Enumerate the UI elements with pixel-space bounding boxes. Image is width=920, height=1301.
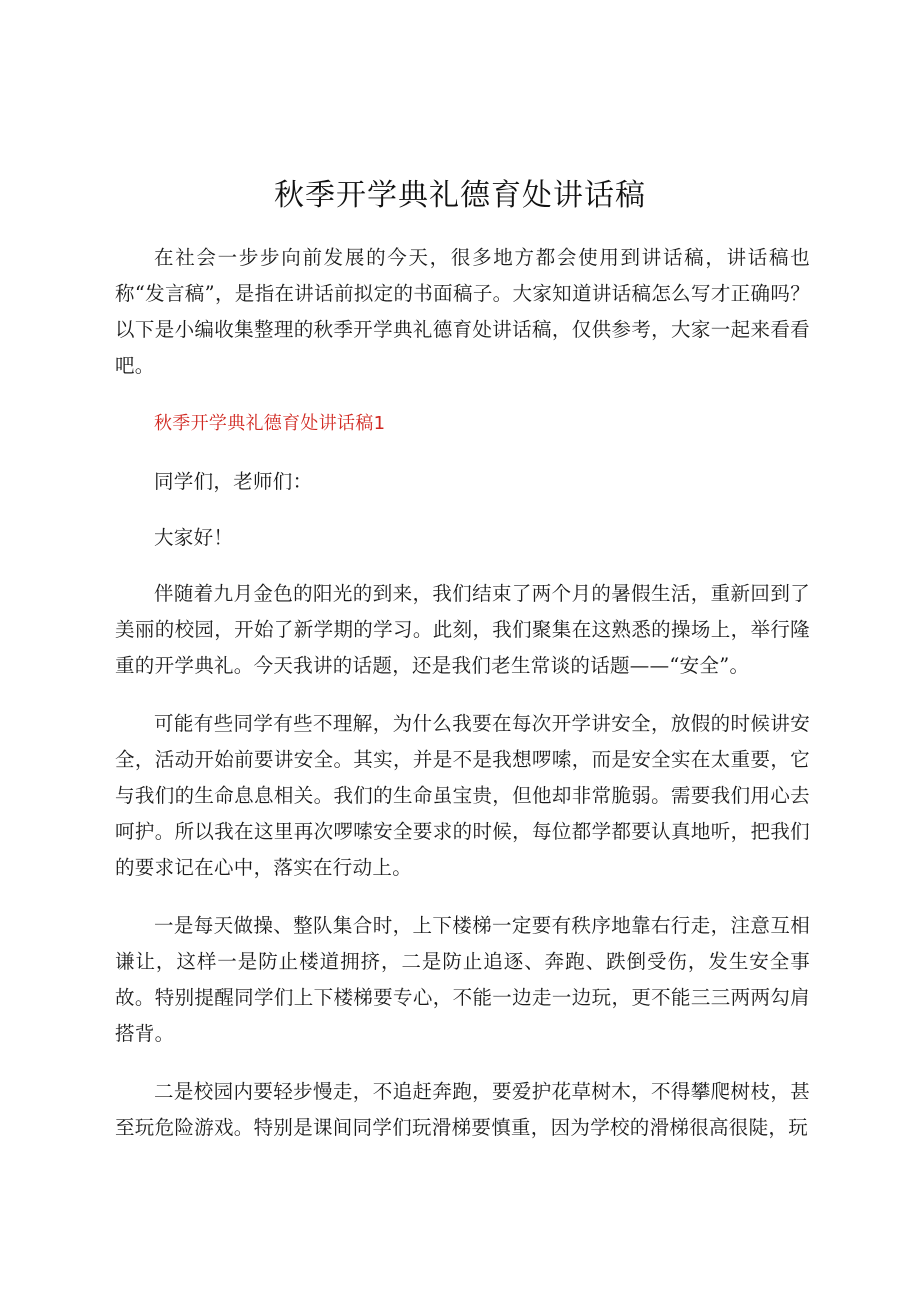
body-paragraph: 可能有些同学有些不理解，为什么我要在每次开学讲安全，放假的时候讲安全，活动开始前要讲安全。其实，并是不是我想啰嗦，而是安全实在太重要，它与我们的生命息息相关。我们的生命虽宝贵，但他却非常脆弱。需要我们用心去呵护。所以我在这里再次啰嗦安全要求的时候，每位都学都要认真地听，把我们的要求记在心中，落实在行动上。 <box>115 712 810 879</box>
greeting: 大家好！ <box>154 526 234 549</box>
body-paragraph: 伴随着九月金色的阳光的到来，我们结束了两个月的暑假生活，重新回到了美丽的校园，开始了新学期的学习。此刻，我们聚集在这熟悉的操场上，举行隆重的开学典礼。今天我讲的话题，还是我们老生常谈的话题——“安全”。 <box>115 582 810 677</box>
section-heading: 秋季开学典礼德育处讲话稿1 <box>154 413 386 434</box>
body-paragraph: 一是每天做操、整队集合时，上下楼梯一定要有秩序地靠右行走，注意互相谦让，这样一是防止楼道拥挤，二是防止追逐、奔跑、跌倒受伤，发生安全事故。特别提醒同学们上下楼梯要专心，不能一边走一边玩，更不能三三两两勾肩搭背。 <box>115 914 810 1045</box>
body-paragraph: 二是校园内要轻步慢走，不追赶奔跑，要爱护花草树木，不得攀爬树枝，甚至玩危险游戏。特别是课间同学们玩滑梯要慎重，因为学校的滑梯很高很陡，玩 <box>115 1080 810 1139</box>
intro-paragraph: 在社会一步步向前发展的今天，很多地方都会使用到讲话稿，讲话稿也称“发言稿”，是指在讲话前拟定的书面稿子。大家知道讲话稿怎么写才正确吗？以下是小编收集整理的秋季开学典礼德育处讲话稿，仅供参考，大家一起来看看吧。 <box>115 246 810 377</box>
document-body <box>115 240 810 1168</box>
salutation: 同学们，老师们： <box>154 470 313 493</box>
document-title: 秋季开学典礼德育处讲话稿 <box>274 178 646 213</box>
